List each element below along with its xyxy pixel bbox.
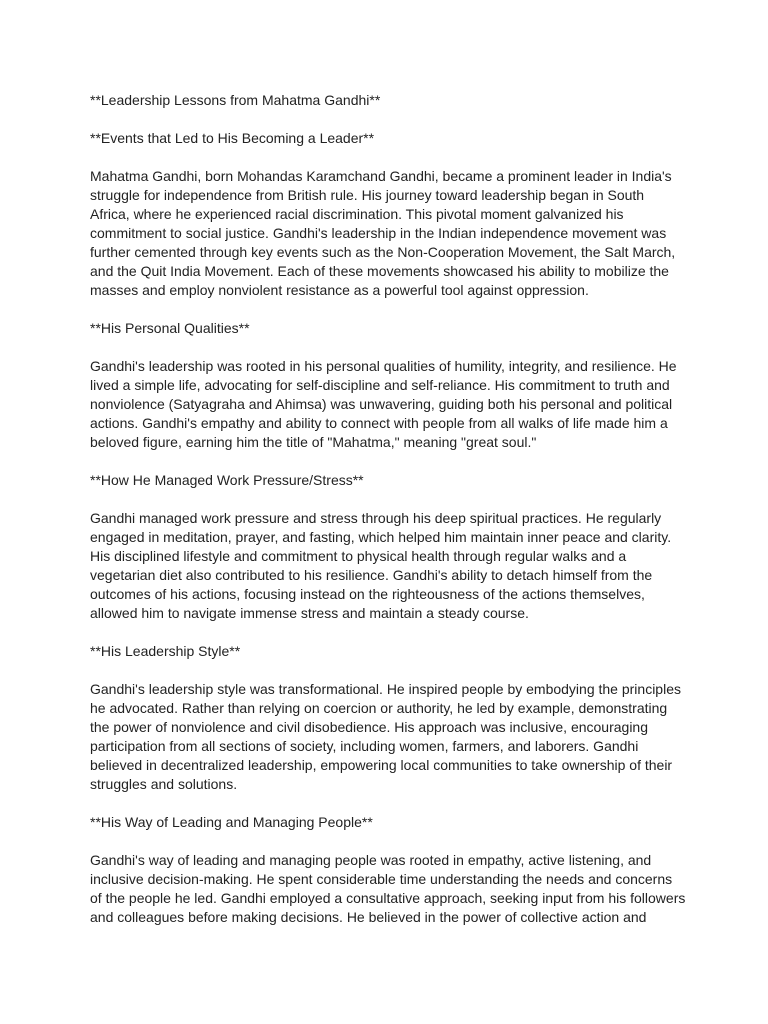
paragraph-line: Gandhi's leadership style was transformational. He inspired people by embodying the principles [90,681,681,697]
paragraph-line: of the people he led. Gandhi employed a consultative approach, seeking input from his followers [90,890,686,906]
paragraph-line: inclusive decision-making. He spent considerable time understanding the needs and concerns [90,871,673,887]
paragraph-line: Gandhi managed work pressure and stress through his deep spiritual practices. He regularly [90,510,662,526]
paragraph-line: he advocated. Rather than relying on coercion or authority, he led by example, demonstrating [90,700,668,716]
paragraph-line: Africa, where he experienced racial discrimination. This pivotal moment galvanized his [90,206,624,222]
section-paragraph [90,680,690,794]
section-paragraph [90,509,690,623]
document-title: **Leadership Lessons from Mahatma Gandhi** [90,92,381,108]
paragraph-line: believed in decentralized leadership, empowering local communities to take ownership of their [90,757,673,773]
paragraph-line: vegetarian diet also contributed to his resilience. Gandhi's ability to detach himself from the [90,567,653,583]
paragraph-line: participation from all sections of society, including women, farmers, and laborers. Gandhi [90,738,639,754]
document-body [90,91,690,946]
paragraph-line: Gandhi's leadership was rooted in his personal qualities of humility, integrity, and resilience. He [90,358,677,374]
paragraph-line: nonviolence (Satyagraha and Ahimsa) was unwavering, guiding both his personal and political [90,396,673,412]
section-heading: **His Leadership Style** [90,643,241,659]
section-heading: **How He Managed Work Pressure/Stress** [90,472,364,488]
paragraph-line: Mahatma Gandhi, born Mohandas Karamchand Gandhi, became a prominent leader in India's [90,168,672,184]
sections-container [90,129,690,927]
section-heading: **Events that Led to His Becoming a Leader** [90,130,375,146]
paragraph-line: masses and employ nonviolent resistance as a powerful tool against oppression. [90,282,589,298]
paragraph-line: Gandhi's way of leading and managing people was rooted in empathy, active listening, and [90,852,652,868]
section-heading: **His Personal Qualities** [90,320,250,336]
section-paragraph [90,851,690,927]
paragraph-line: actions. Gandhi's empathy and ability to connect with people from all walks of life made him a [90,415,668,431]
paragraph-line: and colleagues before making decisions. He believed in the power of collective action and [90,909,647,925]
paragraph-line: allowed him to navigate immense stress and maintain a steady course. [90,605,529,621]
section-heading: **His Way of Leading and Managing People** [90,814,373,830]
section-paragraph [90,357,690,452]
paragraph-line: beloved figure, earning him the title of "Mahatma," meaning "great soul." [90,434,537,450]
paragraph-line: lived a simple life, advocating for self-discipline and self-reliance. His commitment to truth and [90,377,670,393]
paragraph-line: commitment to social justice. Gandhi's leadership in the Indian independence movement was [90,225,667,241]
paragraph-line: struggle for independence from British rule. His journey toward leadership began in South [90,187,645,203]
paragraph-line: struggles and solutions. [90,776,238,792]
paragraph-line: the power of nonviolence and civil disobedience. His approach was inclusive, encouraging [90,719,649,735]
section-paragraph [90,167,690,300]
paragraph-line: engaged in meditation, prayer, and fasting, which helped him maintain inner peace and clarity. [90,529,672,545]
paragraph-line: further cemented through key events such as the Non-Cooperation Movement, the Salt March, [90,244,676,260]
paragraph-line: and the Quit India Movement. Each of these movements showcased his ability to mobilize the [90,263,669,279]
paragraph-line: His disciplined lifestyle and commitment to physical health through regular walks and a [90,548,627,564]
paragraph-line: outcomes of his actions, focusing instead on the righteousness of the actions themselves, [90,586,645,602]
